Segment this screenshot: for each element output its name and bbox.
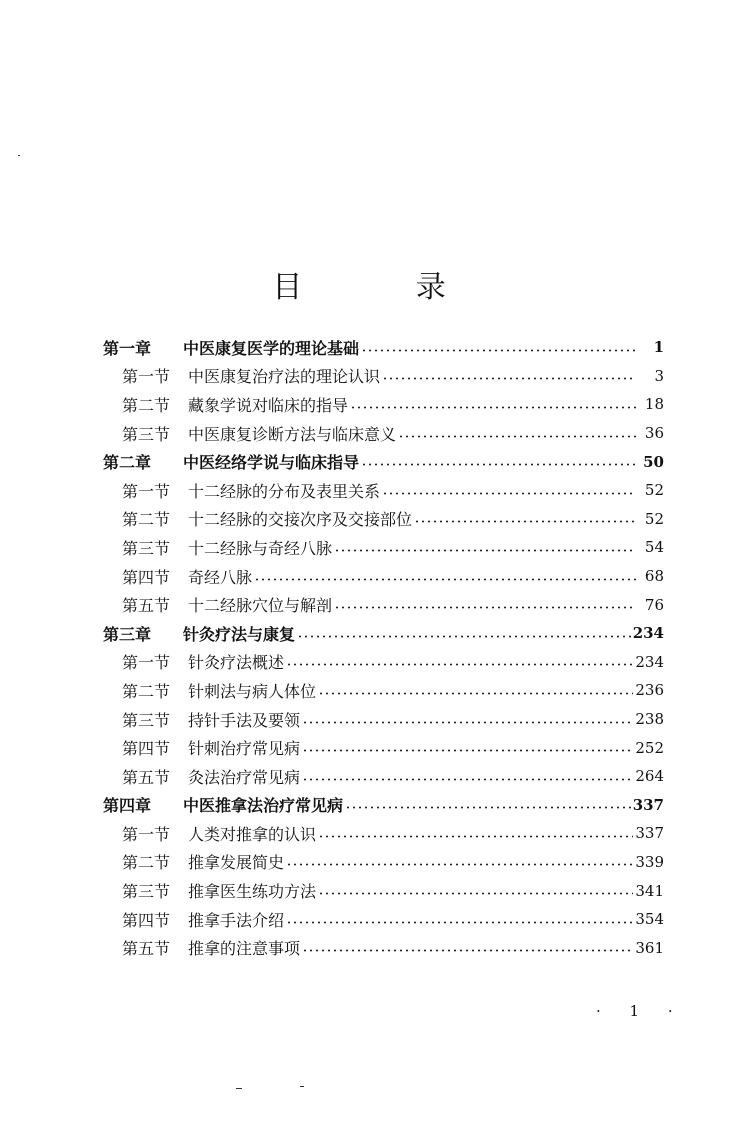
- entry-title: 推拿医生练功方法: [188, 882, 317, 902]
- dot-leader: [254, 578, 636, 581]
- entry-page-number: 68: [644, 567, 664, 586]
- entry-title: 针灸疗法与康复: [183, 624, 296, 644]
- page-title: 目 录: [272, 270, 498, 305]
- toc-section-entry: [103, 533, 664, 562]
- page-number: · 1 ·: [596, 1002, 685, 1020]
- entry-title: 中医康复治疗法的理论认识: [188, 367, 381, 387]
- dot-leader: [302, 778, 633, 781]
- entry-page-number: 234: [635, 652, 664, 671]
- entry-page-number: 234: [632, 624, 664, 643]
- toc-section-entry: [103, 819, 664, 848]
- entry-title: 中医经络学说与临床指导: [183, 453, 360, 473]
- entry-page-number: 50: [643, 452, 664, 471]
- toc-section-entry: [103, 648, 664, 677]
- dot-leader: [382, 377, 636, 380]
- dot-leader: [361, 349, 636, 352]
- dot-leader: [345, 806, 631, 809]
- entry-label: 第三节: [122, 538, 171, 558]
- entry-label: 第二节: [122, 681, 171, 701]
- entry-label: 第一节: [122, 481, 171, 501]
- entry-page-number: 252: [635, 738, 664, 757]
- entry-title: 针灸疗法概述: [188, 653, 285, 673]
- entry-page-number: 76: [644, 595, 664, 614]
- toc-section-entry: [103, 505, 664, 534]
- toc-section-entry: [103, 848, 664, 877]
- entry-title: 针刺治疗常见病: [188, 739, 301, 759]
- entry-page-number: 52: [644, 481, 664, 500]
- entry-page-number: 18: [644, 395, 664, 414]
- entry-page-number: 354: [635, 910, 664, 929]
- entry-title: 十二经脉的交接次序及交接部位: [188, 510, 413, 530]
- entry-label: 第一节: [122, 653, 171, 673]
- scan-speck: [18, 155, 20, 156]
- entry-label: 第四节: [122, 910, 171, 930]
- entry-page-number: 54: [644, 538, 664, 557]
- entry-label: 第五节: [122, 939, 171, 959]
- entry-page-number: 1: [653, 338, 664, 357]
- dot-leader: [302, 949, 633, 952]
- scan-speck: [236, 1088, 242, 1089]
- entry-label: 第三节: [122, 710, 171, 730]
- dot-leader: [318, 692, 633, 695]
- entry-title: 推拿发展简史: [188, 853, 285, 873]
- dot-leader: [286, 663, 633, 666]
- entry-label: 第三章: [103, 624, 152, 644]
- entry-page-number: 238: [635, 710, 664, 729]
- toc-section-entry: [103, 419, 664, 448]
- entry-label: 第四章: [103, 796, 152, 816]
- entry-label: 第五节: [122, 596, 171, 616]
- entry-title: 十二经脉穴位与解剖: [188, 596, 333, 616]
- toc-section-entry: [103, 562, 664, 591]
- scan-speck: [300, 1086, 304, 1087]
- entry-page-number: 341: [635, 881, 664, 900]
- toc-section-entry: [103, 676, 664, 705]
- dot-leader: [302, 721, 633, 724]
- entry-label: 第一章: [103, 338, 152, 358]
- dot-leader: [350, 406, 636, 409]
- entry-title: 十二经脉与奇经八脉: [188, 538, 333, 558]
- entry-title: 持针手法及要领: [188, 710, 301, 730]
- dot-leader: [297, 635, 631, 638]
- entry-title: 针刺法与病人体位: [188, 681, 317, 701]
- entry-page-number: 36: [644, 424, 664, 443]
- dot-leader: [302, 749, 633, 752]
- entry-title: 推拿手法介绍: [188, 910, 285, 930]
- dot-leader: [414, 520, 636, 523]
- entry-title: 中医康复医学的理论基础: [183, 338, 360, 358]
- dot-leader: [334, 606, 636, 609]
- table-of-contents: [103, 333, 664, 962]
- toc-chapter-entry: [103, 619, 664, 648]
- entry-label: 第四节: [122, 567, 171, 587]
- entry-label: 第三节: [122, 424, 171, 444]
- dot-leader: [382, 492, 636, 495]
- toc-section-entry: [103, 876, 664, 905]
- dot-leader: [334, 549, 636, 552]
- toc-section-entry: [103, 476, 664, 505]
- dot-leader: [286, 921, 633, 924]
- dot-leader: [398, 435, 636, 438]
- entry-title: 推拿的注意事项: [188, 939, 301, 959]
- entry-label: 第一节: [122, 367, 171, 387]
- entry-title: 奇经八脉: [188, 567, 253, 587]
- entry-label: 第二节: [122, 395, 171, 415]
- toc-section-entry: [103, 362, 664, 391]
- entry-title: 灸法治疗常见病: [188, 767, 301, 787]
- entry-title: 中医康复诊断方法与临床意义: [188, 424, 397, 444]
- entry-label: 第二章: [103, 453, 152, 473]
- dot-leader: [286, 863, 633, 866]
- entry-page-number: 337: [635, 824, 664, 843]
- entry-page-number: 339: [635, 852, 664, 871]
- toc-chapter-entry: [103, 791, 664, 820]
- toc-section-entry: [103, 933, 664, 962]
- entry-page-number: 264: [635, 767, 664, 786]
- entry-label: 第一节: [122, 824, 171, 844]
- entry-label: 第三节: [122, 882, 171, 902]
- dot-leader: [318, 892, 633, 895]
- toc-section-entry: [103, 390, 664, 419]
- dot-leader: [318, 835, 633, 838]
- entry-title: 人类对推拿的认识: [188, 824, 317, 844]
- entry-title: 十二经脉的分布及表里关系: [188, 481, 381, 501]
- entry-page-number: 3: [654, 366, 664, 385]
- entry-page-number: 236: [635, 681, 664, 700]
- entry-page-number: 52: [644, 509, 664, 528]
- toc-section-entry: [103, 762, 664, 791]
- toc-chapter-entry: [103, 333, 664, 362]
- toc-section-entry: [103, 705, 664, 734]
- entry-label: 第五节: [122, 767, 171, 787]
- entry-title: 藏象学说对临床的指导: [188, 395, 349, 415]
- toc-section-entry: [103, 733, 664, 762]
- entry-title: 中医推拿法治疗常见病: [183, 796, 344, 816]
- toc-section-entry: [103, 590, 664, 619]
- toc-section-entry: [103, 905, 664, 934]
- dot-leader: [361, 463, 636, 466]
- entry-label: 第二节: [122, 853, 171, 873]
- entry-label: 第四节: [122, 739, 171, 759]
- toc-chapter-entry: [103, 447, 664, 476]
- entry-label: 第二节: [122, 510, 171, 530]
- entry-page-number: 337: [632, 795, 664, 814]
- entry-page-number: 361: [635, 938, 664, 957]
